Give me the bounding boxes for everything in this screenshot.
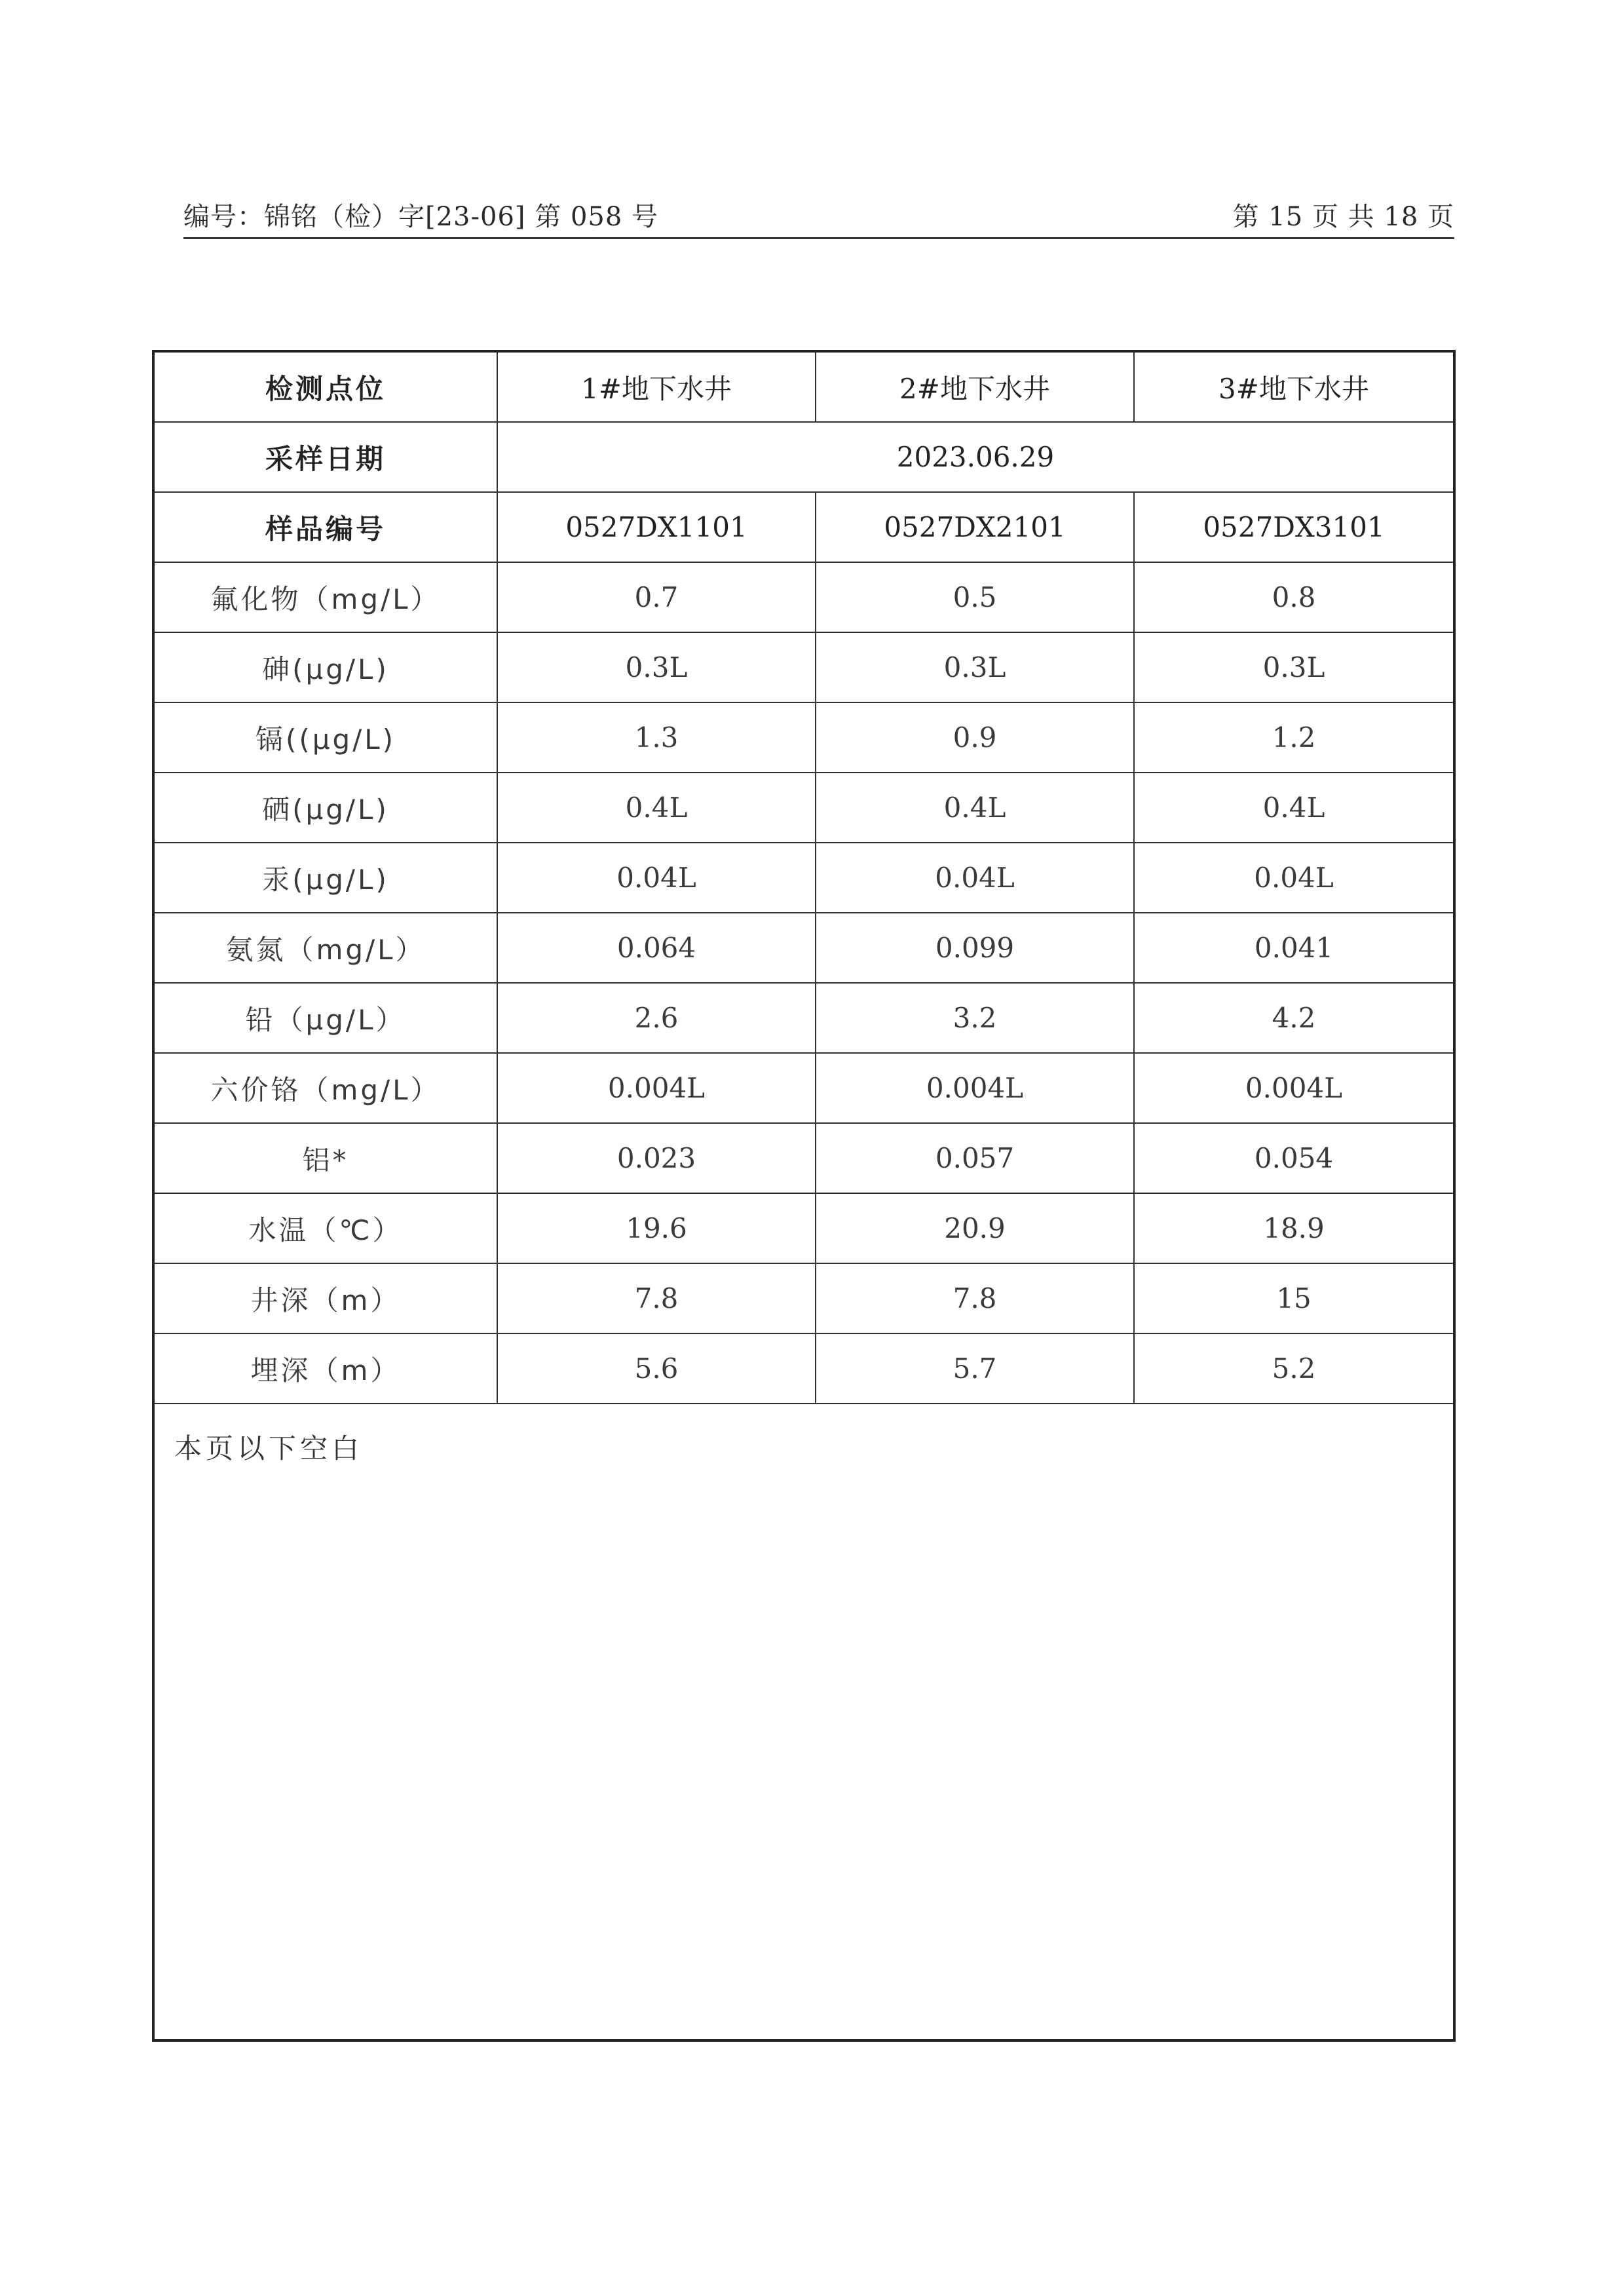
sample-label-cell: 样品编号 — [155, 492, 497, 562]
value-cell: 7.8 — [497, 1263, 816, 1333]
value-cell: 7.8 — [816, 1263, 1134, 1333]
value-cell: 0.099 — [816, 913, 1134, 983]
parameter-label-cell: 砷(μg/L) — [155, 632, 497, 702]
site-cell: 1#地下水井 — [497, 353, 816, 422]
value-cell: 18.9 — [1134, 1193, 1453, 1263]
value-cell: 0.04L — [497, 843, 816, 913]
sampling-date-row — [155, 422, 1453, 492]
value-cell: 20.9 — [816, 1193, 1134, 1263]
value-cell: 0.054 — [1134, 1123, 1453, 1193]
site-cell: 2#地下水井 — [816, 353, 1134, 422]
value-cell: 0.5 — [816, 562, 1134, 632]
table-row — [155, 913, 1453, 983]
value-cell: 0.041 — [1134, 913, 1453, 983]
parameter-label-cell: 埋深（m） — [155, 1333, 497, 1404]
value-cell: 4.2 — [1134, 983, 1453, 1053]
table-row — [155, 983, 1453, 1053]
date-value-cell: 2023.06.29 — [497, 422, 1453, 492]
date-label-cell: 采样日期 — [155, 422, 497, 492]
report-frame — [152, 350, 1456, 2042]
parameter-label-cell: 水温（℃） — [155, 1193, 497, 1263]
header-label-cell: 检测点位 — [155, 353, 497, 422]
sample-id-cell: 0527DX2101 — [816, 492, 1134, 562]
table-row — [155, 1263, 1453, 1333]
document-number: 编号：锦铭（检）字[23-06] 第 058 号 — [183, 202, 659, 232]
value-cell: 1.2 — [1134, 702, 1453, 773]
value-cell: 19.6 — [497, 1193, 816, 1263]
value-cell: 5.6 — [497, 1333, 816, 1404]
results-table — [155, 353, 1453, 1404]
parameter-label-cell: 氨氮（mg/L） — [155, 913, 497, 983]
table-row — [155, 1123, 1453, 1193]
table-row — [155, 702, 1453, 773]
value-cell: 0.004L — [1134, 1053, 1453, 1123]
parameter-label-cell: 镉((μg/L) — [155, 702, 497, 773]
sample-id-row — [155, 492, 1453, 562]
parameter-label-cell: 汞(μg/L) — [155, 843, 497, 913]
parameter-label-cell: 铝* — [155, 1123, 497, 1193]
parameter-label-cell: 井深（m） — [155, 1263, 497, 1333]
value-cell: 0.057 — [816, 1123, 1134, 1193]
value-cell: 0.3L — [1134, 632, 1453, 702]
table-row — [155, 632, 1453, 702]
page-header — [183, 190, 1454, 239]
value-cell: 15 — [1134, 1263, 1453, 1333]
table-row — [155, 1053, 1453, 1123]
value-cell: 0.8 — [1134, 562, 1453, 632]
value-cell: 0.4L — [1134, 773, 1453, 843]
value-cell: 3.2 — [816, 983, 1134, 1053]
value-cell: 0.004L — [497, 1053, 816, 1123]
parameter-label-cell: 氟化物（mg/L） — [155, 562, 497, 632]
value-cell: 0.4L — [497, 773, 816, 843]
value-cell: 0.064 — [497, 913, 816, 983]
value-cell: 0.04L — [1134, 843, 1453, 913]
table-header-row — [155, 353, 1453, 422]
table-row — [155, 773, 1453, 843]
value-cell: 0.4L — [816, 773, 1134, 843]
value-cell: 0.3L — [816, 632, 1134, 702]
sample-id-cell: 0527DX3101 — [1134, 492, 1453, 562]
value-cell: 5.2 — [1134, 1333, 1453, 1404]
value-cell: 0.004L — [816, 1053, 1134, 1123]
value-cell: 1.3 — [497, 702, 816, 773]
value-cell: 0.3L — [497, 632, 816, 702]
table-row — [155, 843, 1453, 913]
value-cell: 0.04L — [816, 843, 1134, 913]
parameter-label-cell: 铅（μg/L） — [155, 983, 497, 1053]
table-row — [155, 1193, 1453, 1263]
value-cell: 0.9 — [816, 702, 1134, 773]
site-cell: 3#地下水井 — [1134, 353, 1453, 422]
page-number: 第 15 页 共 18 页 — [1232, 202, 1454, 232]
parameter-label-cell: 硒(μg/L) — [155, 773, 497, 843]
sample-id-cell: 0527DX1101 — [497, 492, 816, 562]
parameter-label-cell: 六价铬（mg/L） — [155, 1053, 497, 1123]
table-row — [155, 562, 1453, 632]
value-cell: 0.023 — [497, 1123, 816, 1193]
value-cell: 0.7 — [497, 562, 816, 632]
blank-below-note: 本页以下空白 — [174, 1432, 364, 1464]
table-row — [155, 1333, 1453, 1404]
value-cell: 5.7 — [816, 1333, 1134, 1404]
value-cell: 2.6 — [497, 983, 816, 1053]
